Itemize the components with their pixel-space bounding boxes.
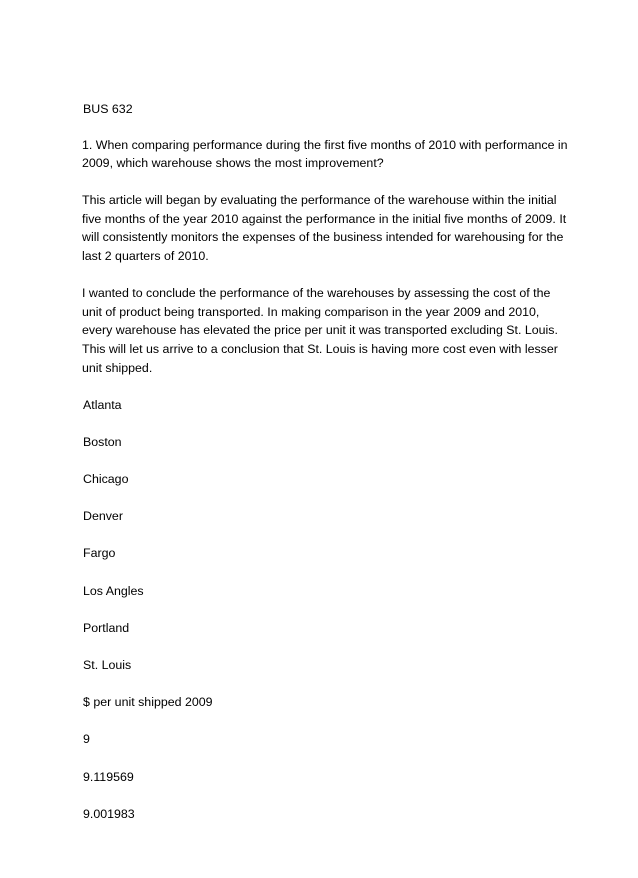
paragraph-intro: This article will began by evaluating the performance of the warehouse within the initial five months of the year 2010 against the performance in the initial five months of 2009. It will consistently monitors the expenses of the business intended for warehousing for the last 2 quarters of 2010. — [82, 193, 567, 264]
warehouse-list — [82, 396, 572, 675]
warehouse-item: Boston — [83, 434, 122, 449]
warehouse-item: St. Louis — [83, 657, 132, 672]
column-header: $ per unit shipped 2009 — [83, 695, 213, 710]
value-item: 9.001983 — [83, 806, 135, 821]
warehouse-item: Los Angles — [83, 583, 144, 598]
value-item: 9 — [83, 732, 90, 747]
warehouse-item: Chicago — [83, 472, 129, 486]
question-text: 1. When comparing performance during the first five months of 2010 with performance in 2009, which warehouse shows the most improvement? — [82, 137, 568, 171]
course-code: BUS 632 — [83, 102, 133, 116]
document-body — [82, 100, 572, 842]
warehouse-item: Fargo — [83, 546, 116, 561]
warehouse-item: Atlanta — [83, 397, 122, 412]
value-item: 9.119569 — [83, 769, 134, 784]
paragraph-conclusion: I wanted to conclude the performance of the warehouses by assessing the cost of the unit of product being transported. In making comparison in the year 2009 and 2010, every warehouse has elevated the price per unit it was transported excluding St. Louis. This will let us arrive to a conclusion that St. Louis is having more cost even with lesser unit shipped. — [82, 286, 558, 375]
warehouse-item: Portland — [83, 620, 130, 635]
values-list — [82, 730, 572, 823]
warehouse-item: Denver — [83, 509, 123, 524]
